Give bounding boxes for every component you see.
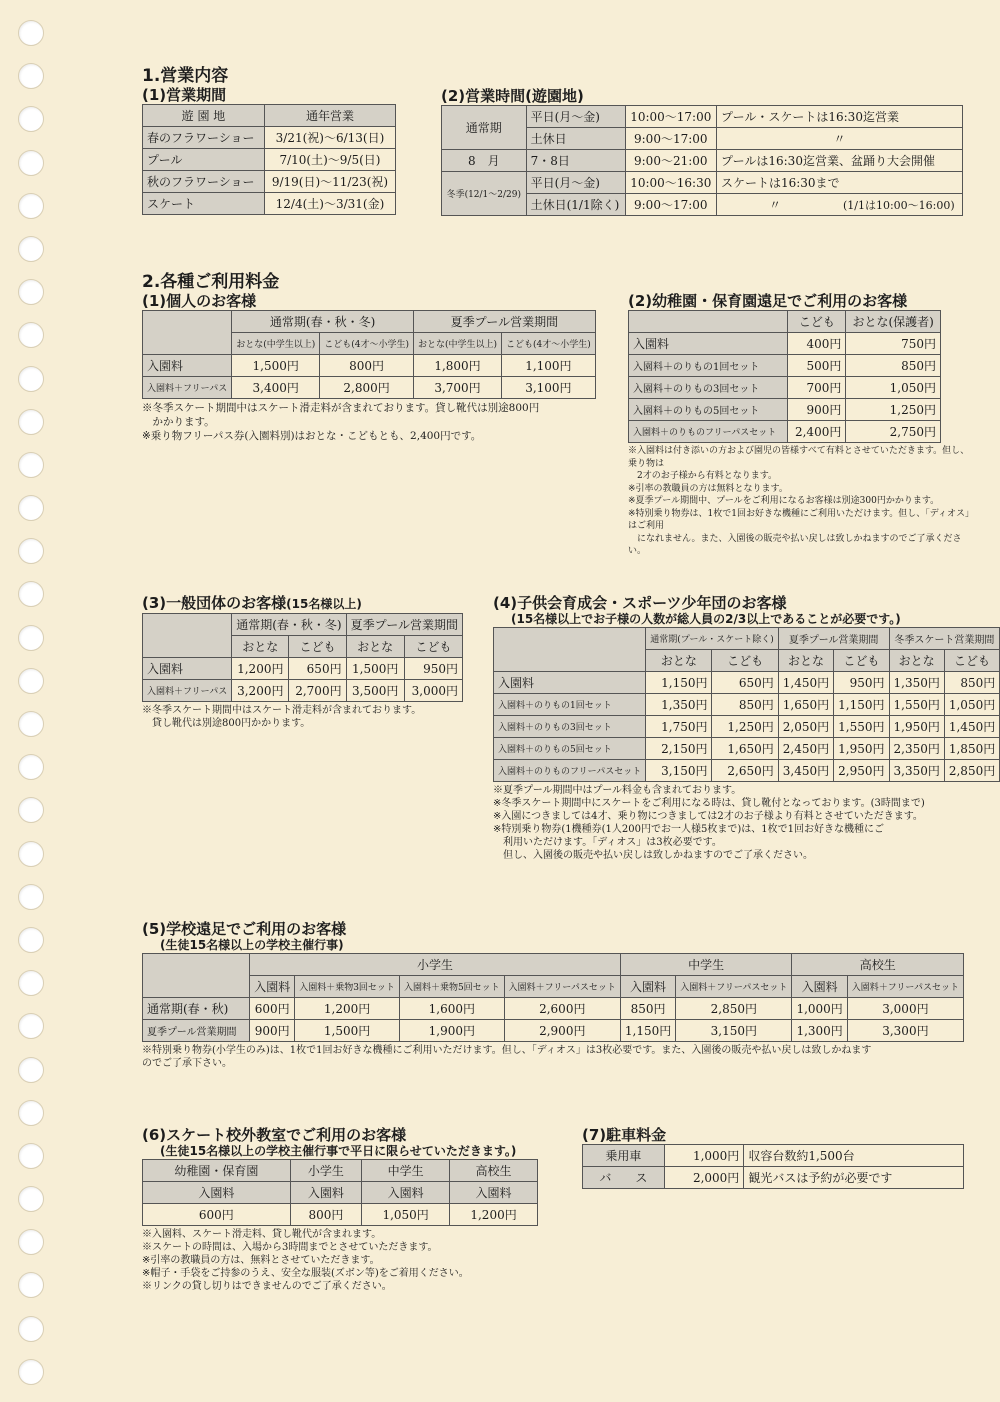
price-cell: 1,550円 <box>834 716 889 738</box>
col-header: 入園料 <box>792 976 847 998</box>
row-label: 春のフラワーショー <box>143 127 265 149</box>
table-cell: 7/10(土)～9/5(日) <box>264 149 395 171</box>
table-row <box>494 694 1000 716</box>
binder-hole <box>18 754 44 780</box>
kindergarten-table <box>628 310 941 443</box>
time-cell: 9:00～21:00 <box>625 150 716 172</box>
row-label: 入園料 <box>143 658 232 680</box>
table-header: 遊 園 地 <box>143 105 265 127</box>
school-subheading: (生徒15名様以上の学校主催行事) <box>160 938 344 952</box>
price-cell: 2,750円 <box>846 421 941 443</box>
col-header: おとな <box>346 636 404 658</box>
row-label: 入園料＋のりものフリーパスセット <box>494 760 646 782</box>
price-cell: 1,050円 <box>846 377 941 399</box>
note-cell: 観光バスは予約が必要です <box>744 1167 964 1189</box>
table-row <box>143 614 463 636</box>
col-header: 入園料 <box>620 976 675 998</box>
price-cell: 3,150円 <box>676 1020 792 1042</box>
binder-hole <box>18 322 44 348</box>
price-cell: 650円 <box>712 672 778 694</box>
table-row <box>143 127 396 149</box>
price-cell: 2,450円 <box>778 738 833 760</box>
row-label: 秋のフラワーショー <box>143 171 265 193</box>
binder-hole <box>18 279 44 305</box>
price-cell: 1,900円 <box>399 1020 504 1042</box>
table-row <box>442 106 963 128</box>
price-cell: 900円 <box>788 399 846 421</box>
price-cell: 2,350円 <box>889 738 944 760</box>
group-header: 夏季プール営業期間 <box>778 628 889 650</box>
note-text: 〃 <box>768 198 781 212</box>
table-corner <box>629 311 788 333</box>
binder-hole <box>18 1013 44 1039</box>
binder-hole <box>18 106 44 132</box>
col-subheader: 入園料 <box>290 1182 361 1204</box>
row-label: 通常期(春・秋) <box>143 998 250 1020</box>
time-cell: 10:00～17:00 <box>625 106 716 128</box>
price-cell: 750円 <box>846 333 941 355</box>
note-cell: プールは16:30迄営業、盆踊り大会開催 <box>716 150 962 172</box>
table-row <box>442 172 963 194</box>
binder-hole <box>18 1186 44 1212</box>
note-extra: (1/1は10:00～16:00) <box>842 199 955 212</box>
table-row <box>494 672 1000 694</box>
price-cell: 3,400円 <box>232 377 320 399</box>
row-label: 入園料＋のりもの3回セット <box>629 377 788 399</box>
price-cell: 1,150円 <box>834 694 889 716</box>
row-label: プール <box>143 149 265 171</box>
table-cell: 3/21(祝)～6/13(日) <box>264 127 395 149</box>
binder-hole <box>18 927 44 953</box>
table-row <box>629 355 941 377</box>
binder-hole <box>18 538 44 564</box>
row-label: 入園料 <box>143 355 232 377</box>
row-label: 夏季プール営業期間 <box>143 1020 250 1042</box>
binder-hole <box>18 1057 44 1083</box>
hours-block <box>441 87 963 216</box>
binder-hole <box>18 1359 44 1385</box>
col-header: こども <box>834 650 889 672</box>
col-header: こども <box>944 650 999 672</box>
table-row <box>494 760 1000 782</box>
col-subheader: 入園料 <box>450 1182 538 1204</box>
table-row <box>143 105 396 127</box>
price-cell: 3,700円 <box>413 377 501 399</box>
col-header: 入園料＋フリーパスセット <box>676 976 792 998</box>
price-cell: 600円 <box>143 1204 291 1226</box>
col-subheader: 入園料 <box>143 1182 291 1204</box>
binder-hole <box>18 1272 44 1298</box>
binder-hole <box>18 797 44 823</box>
table-corner <box>494 628 646 672</box>
price-cell: 650円 <box>289 658 346 680</box>
row-label: 入園料＋のりもの5回セット <box>494 738 646 760</box>
col-header: こども(4才～小学生) <box>502 333 596 355</box>
binder-hole <box>18 20 44 46</box>
table-row <box>143 193 396 215</box>
price-cell: 3,000円 <box>847 998 963 1020</box>
group-heading-note: (15名様以上) <box>286 597 362 611</box>
section-title: 1.営業内容 <box>142 66 229 86</box>
col-header: おとな(保護者) <box>846 311 941 333</box>
time-cell: 9:00～17:00 <box>625 194 716 216</box>
price-cell: 2,850円 <box>676 998 792 1020</box>
price-cell: 950円 <box>834 672 889 694</box>
group-header: 夏季プール営業期間 <box>413 311 595 333</box>
price-cell: 850円 <box>620 998 675 1020</box>
row-label: 入園料＋のりもの5回セット <box>629 399 788 421</box>
group-table <box>142 613 463 702</box>
price-cell: 2,400円 <box>788 421 846 443</box>
time-cell: 10:00～16:30 <box>625 172 716 194</box>
table-row <box>442 150 963 172</box>
price-cell: 1,350円 <box>646 694 712 716</box>
price-cell: 1,150円 <box>646 672 712 694</box>
price-cell: 2,600円 <box>504 998 620 1020</box>
price-cell: 1,500円 <box>295 1020 400 1042</box>
table-row <box>143 311 596 333</box>
row-label: スケート <box>143 193 265 215</box>
day-label: 平日(月～金) <box>526 106 625 128</box>
group-notes: ※冬季スケート期間中はスケート滑走料が含まれております。 貸し靴代は別途800円かかります。 <box>142 705 422 729</box>
binder-hole <box>18 841 44 867</box>
skate-table <box>142 1159 538 1226</box>
individual-table <box>142 310 596 399</box>
table-row <box>629 333 941 355</box>
group-header: 中学生 <box>620 954 792 976</box>
individual-notes: ※冬季スケート期間中はスケート滑走料が含まれております。貸し靴代は別途800円 かかります。 ※乗り物フリーパス券(入園料別)はおとな・こどもとも、2,400円です。 <box>142 402 540 442</box>
price-cell: 1,000円 <box>792 998 847 1020</box>
row-label: 入園料＋フリーパス <box>143 680 232 702</box>
kids-club-block <box>493 594 1000 862</box>
price-cell: 3,000円 <box>404 680 462 702</box>
table-row <box>583 1167 964 1189</box>
binder-hole <box>18 495 44 521</box>
kindergarten-block <box>628 292 973 558</box>
group-header: 冬季スケート営業期間 <box>889 628 1000 650</box>
binder-hole <box>18 236 44 262</box>
price-cell: 700円 <box>788 377 846 399</box>
kids-club-table <box>493 627 1000 782</box>
binder-hole <box>18 970 44 996</box>
price-cell: 1,550円 <box>889 694 944 716</box>
skate-heading: (6)スケート校外教室でご利用のお客様 <box>142 1126 407 1144</box>
table-row <box>143 171 396 193</box>
price-cell: 2,000円 <box>664 1167 743 1189</box>
row-label: 乗用車 <box>583 1145 665 1167</box>
row-label: 入園料＋のりものフリーパスセット <box>629 421 788 443</box>
col-header: 中学生 <box>362 1160 450 1182</box>
binder-hole <box>18 150 44 176</box>
binder-hole <box>18 1316 44 1342</box>
group-header: 夏季プール営業期間 <box>346 614 462 636</box>
table-corner <box>143 614 232 658</box>
price-cell: 1,000円 <box>664 1145 743 1167</box>
binder-hole <box>18 668 44 694</box>
price-cell: 2,950円 <box>834 760 889 782</box>
col-header: こども <box>788 311 846 333</box>
price-cell: 1,050円 <box>944 694 999 716</box>
price-cell: 1,350円 <box>889 672 944 694</box>
group-label: 冬季(12/1～2/29) <box>442 172 527 216</box>
table-header: 通年営業 <box>264 105 395 127</box>
price-cell: 2,850円 <box>944 760 999 782</box>
price-cell: 800円 <box>320 355 414 377</box>
skate-block <box>142 1126 538 1293</box>
group-header: 通常期(春・秋・冬) <box>232 311 414 333</box>
binder-hole <box>18 193 44 219</box>
skate-subheading: (生徒15名様以上の学校主催行事で平日に限らせていただきます。) <box>160 1144 517 1158</box>
price-cell: 1,950円 <box>889 716 944 738</box>
period-heading: (1)営業期間 <box>142 86 227 104</box>
binder-hole <box>18 1229 44 1255</box>
section-fees <box>142 272 596 443</box>
price-cell: 850円 <box>944 672 999 694</box>
price-cell: 1,100円 <box>502 355 596 377</box>
table-cell: 12/4(土)～3/31(金) <box>264 193 395 215</box>
price-cell: 1,250円 <box>846 399 941 421</box>
parking-table <box>582 1144 964 1189</box>
price-cell: 950円 <box>404 658 462 680</box>
price-cell: 2,050円 <box>778 716 833 738</box>
row-label: 入園料＋のりもの1回セット <box>494 694 646 716</box>
table-row <box>143 377 596 399</box>
price-cell: 3,450円 <box>778 760 833 782</box>
note-cell <box>716 194 962 216</box>
school-heading: (5)学校遠足でご利用のお客様 <box>142 920 347 938</box>
kindergarten-heading: (2)幼稚園・保育園遠足でご利用のお客様 <box>628 292 908 310</box>
group-label: 8 月 <box>442 150 527 172</box>
binder-hole <box>18 625 44 651</box>
school-notes: ※特別乗り物券(小学生のみ)は、1枚で1回お好きな機種にご利用いただけます。但し、「ディオス」は3枚必要です。また、入園後の販売や払い戻しは致しかねます のでご了承下さい。 <box>142 1045 872 1069</box>
price-cell: 1,200円 <box>450 1204 538 1226</box>
binder-hole <box>18 366 44 392</box>
col-header: 入園料 <box>250 976 295 998</box>
price-cell: 1,850円 <box>944 738 999 760</box>
table-row <box>143 1160 538 1182</box>
note-cell: プール・スケートは16:30迄営業 <box>716 106 962 128</box>
parking-heading: (7)駐車料金 <box>582 1126 667 1144</box>
table-corner <box>143 954 250 998</box>
price-cell: 1,050円 <box>362 1204 450 1226</box>
day-label: 7・8日 <box>526 150 625 172</box>
binder-hole <box>18 409 44 435</box>
price-cell: 2,800円 <box>320 377 414 399</box>
kids-club-subheading: (15名様以上でお子様の人数が総人員の2/3以上であることが必要です。) <box>511 612 901 626</box>
price-cell: 2,900円 <box>504 1020 620 1042</box>
table-row <box>143 1182 538 1204</box>
col-header: おとな(中学生以上) <box>232 333 320 355</box>
col-header: 小学生 <box>290 1160 361 1182</box>
binder-holes <box>18 20 44 1402</box>
price-cell: 1,450円 <box>778 672 833 694</box>
price-cell: 850円 <box>846 355 941 377</box>
price-cell: 1,300円 <box>792 1020 847 1042</box>
col-header: おとな <box>778 650 833 672</box>
price-cell: 2,700円 <box>289 680 346 702</box>
col-header: 高校生 <box>450 1160 538 1182</box>
hours-table <box>441 105 963 216</box>
group-header: 通常期(春・秋・冬) <box>232 614 346 636</box>
parking-block <box>582 1126 964 1189</box>
table-row <box>494 716 1000 738</box>
group-header: 通常期(プール・スケート除く) <box>646 628 779 650</box>
col-subheader: 入園料 <box>362 1182 450 1204</box>
table-row <box>629 421 941 443</box>
price-cell: 1,650円 <box>712 738 778 760</box>
table-row <box>629 399 941 421</box>
binder-hole <box>18 884 44 910</box>
binder-hole <box>18 581 44 607</box>
price-cell: 1,200円 <box>295 998 400 1020</box>
price-cell: 1,750円 <box>646 716 712 738</box>
col-header: 幼稚園・保育園 <box>143 1160 291 1182</box>
table-cell: 9/19(日)～11/23(祝) <box>264 171 395 193</box>
price-cell: 900円 <box>250 1020 295 1042</box>
binder-hole <box>18 1143 44 1169</box>
table-row <box>494 628 1000 650</box>
binder-hole <box>18 711 44 737</box>
group-block <box>142 594 463 730</box>
note-cell: 〃 <box>716 128 962 150</box>
price-cell: 600円 <box>250 998 295 1020</box>
note-cell: スケートは16:30まで <box>716 172 962 194</box>
section-business <box>142 66 396 215</box>
table-row <box>143 1204 538 1226</box>
kindergarten-notes: ※入園料は付き添いの方および園児の皆様すべて有料とさせていただきます。但し、乗り物は 2才のお子様から有料となります。 ※引率の教職員の方は無料となります。 ※夏季プール期間中、プールをご利用になるお客様は別途300円かかります。 ※特別乗り物券は、1枚で1回お好きな機種にご利用いただけます。但し、「ディオス」はご利用 になれません。また、入園後の販売や払い戻しは致しかねますのでご了承ください。 <box>628 446 970 556</box>
price-cell: 3,200円 <box>232 680 289 702</box>
note-cell: 収容台数約1,500台 <box>744 1145 964 1167</box>
price-cell: 2,650円 <box>712 760 778 782</box>
hours-heading: (2)営業時間(遊園地) <box>441 87 584 105</box>
row-label: 入園料＋フリーパス <box>143 377 232 399</box>
table-row <box>143 1020 964 1042</box>
table-row <box>629 377 941 399</box>
col-header: 入園料＋フリーパスセット <box>504 976 620 998</box>
binder-hole <box>18 452 44 478</box>
col-header: おとな <box>646 650 712 672</box>
price-cell: 1,500円 <box>346 658 404 680</box>
price-cell: 1,150円 <box>620 1020 675 1042</box>
price-cell: 3,350円 <box>889 760 944 782</box>
table-row <box>143 149 396 171</box>
kids-club-heading: (4)子供会育成会・スポーツ少年団のお客様 <box>493 594 787 612</box>
group-header: 高校生 <box>792 954 964 976</box>
price-cell: 1,800円 <box>413 355 501 377</box>
price-cell: 1,500円 <box>232 355 320 377</box>
table-row <box>494 738 1000 760</box>
price-cell: 1,950円 <box>834 738 889 760</box>
binder-hole <box>18 1100 44 1126</box>
table-row <box>143 658 463 680</box>
table-row <box>143 355 596 377</box>
col-header: 入園料＋乗物3回セット <box>295 976 400 998</box>
table-row <box>143 976 964 998</box>
skate-notes: ※入園料、スケート滑走料、貸し靴代が含まれます。 ※スケートの時間は、入場から3時間までとさせていただきます。 ※引率の教職員の方は、無料とさせていただきます。 ※帽子・手袋をご持参のうえ、安全な服装(ズボン等)をご着用ください。 ※リンクの貸し切りはできませんのでご了承ください。 <box>142 1229 469 1292</box>
col-header: こども <box>712 650 778 672</box>
price-cell: 3,150円 <box>646 760 712 782</box>
table-row <box>143 998 964 1020</box>
price-cell: 1,600円 <box>399 998 504 1020</box>
row-label: 入園料 <box>629 333 788 355</box>
school-table <box>142 953 964 1042</box>
table-corner <box>143 311 232 355</box>
day-label: 土休日 <box>526 128 625 150</box>
price-cell: 3,100円 <box>502 377 596 399</box>
col-header: おとな <box>889 650 944 672</box>
price-cell: 500円 <box>788 355 846 377</box>
table-row <box>143 680 463 702</box>
col-header: 入園料＋フリーパスセット <box>847 976 963 998</box>
price-cell: 850円 <box>712 694 778 716</box>
time-cell: 9:00～17:00 <box>625 128 716 150</box>
day-label: 平日(月～金) <box>526 172 625 194</box>
col-header: こども <box>289 636 346 658</box>
col-header: こども(4才～小学生) <box>320 333 414 355</box>
group-label: 通常期 <box>442 106 527 150</box>
row-label: 入園料＋のりもの3回セット <box>494 716 646 738</box>
price-cell: 800円 <box>290 1204 361 1226</box>
col-header: おとな(中学生以上) <box>413 333 501 355</box>
row-label: バ ス <box>583 1167 665 1189</box>
col-header: こども <box>404 636 462 658</box>
kids-club-notes: ※夏季プール期間中はプール料金も含まれております。 ※冬季スケート期間中にスケートをご利用になる時は、貸し靴付となっております。(3時間まで) ※入園につきましては4才、乗り物につきましては2才のお子様より有料とさせていただきます。 ※特別乗り物券(1機種券(1人200円でお一人様5枚まで)は、1枚で1回お好きな機種にご 利用いただけます。「ディオス」は3枚必要です。 但し、入園後の販売や払い戻しは致しかねますのでご了承ください。 <box>493 785 925 861</box>
period-table <box>142 104 396 215</box>
price-cell: 1,650円 <box>778 694 833 716</box>
price-cell: 3,300円 <box>847 1020 963 1042</box>
table-row <box>143 954 964 976</box>
row-label: 入園料 <box>494 672 646 694</box>
section-title: 2.各種ご利用料金 <box>142 272 280 292</box>
binder-hole <box>18 63 44 89</box>
individual-heading: (1)個人のお客様 <box>142 292 257 310</box>
row-label: 入園料＋のりもの1回セット <box>629 355 788 377</box>
price-cell: 400円 <box>788 333 846 355</box>
price-cell: 1,450円 <box>944 716 999 738</box>
group-heading <box>142 594 463 613</box>
group-heading-text: (3)一般団体のお客様 <box>142 594 287 612</box>
group-header: 小学生 <box>250 954 621 976</box>
school-block <box>142 920 964 1070</box>
col-header: おとな <box>232 636 289 658</box>
price-cell: 1,200円 <box>232 658 289 680</box>
price-cell: 3,500円 <box>346 680 404 702</box>
table-row <box>629 311 941 333</box>
day-label: 土休日(1/1除く) <box>526 194 625 216</box>
col-header: 入園料＋乗物5回セット <box>399 976 504 998</box>
price-cell: 2,150円 <box>646 738 712 760</box>
price-cell: 1,250円 <box>712 716 778 738</box>
table-row <box>583 1145 964 1167</box>
